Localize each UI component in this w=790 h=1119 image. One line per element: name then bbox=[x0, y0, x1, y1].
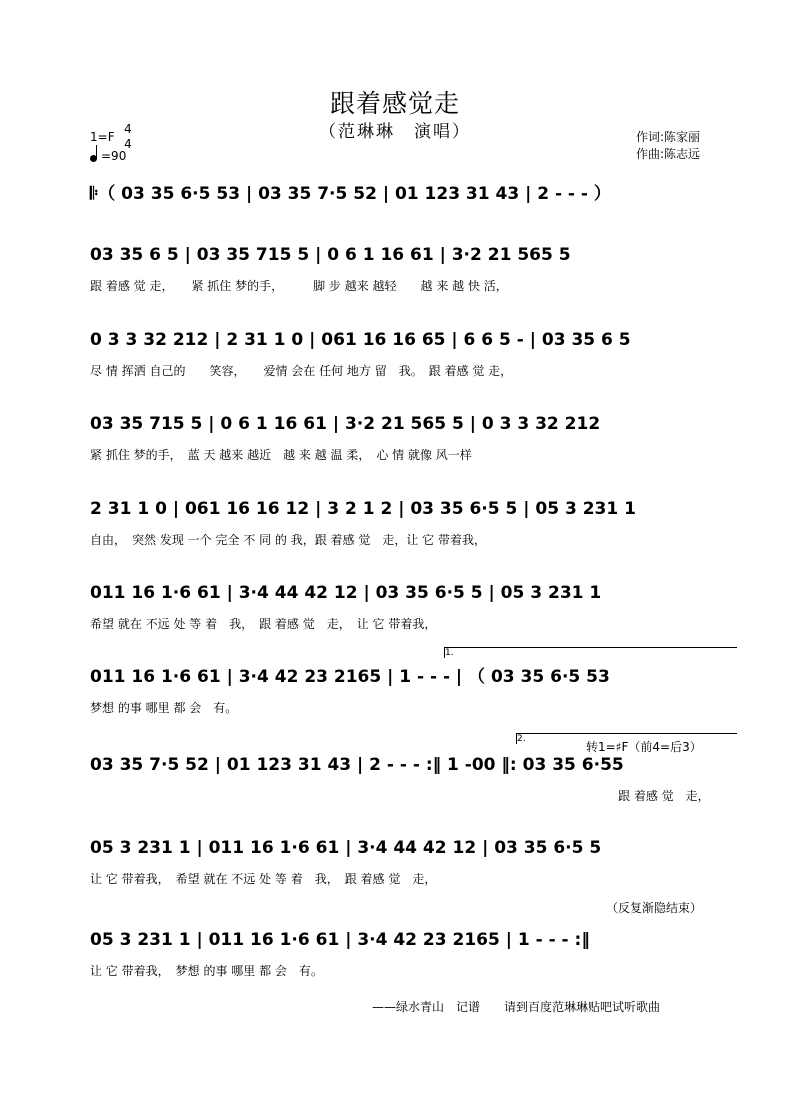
composer-credit: 作曲:陈志远 bbox=[636, 147, 701, 161]
notes: 2 31 1 0 | 061 16 16 12 | 3 2 1 2 | 03 35 6·5 5 | 05 3 231 1 bbox=[90, 499, 636, 519]
lyrics: 梦想 的事 哪里 都 会 有。 bbox=[90, 701, 238, 715]
lyrics: 跟 着感 觉 走， bbox=[618, 789, 710, 803]
notes: 03 35 6 5 | 03 35 715 5 | 0 6 1 16 61 | 3·2 21 565 5 bbox=[90, 245, 571, 265]
notes: 011 16 1·6 61 | 3·4 44 42 12 | 03 35 6·5 5 | 05 3 231 1 bbox=[90, 583, 602, 603]
notes: 𝄆（ 03 35 6·5 53 | 03 35 7·5 52 | 01 123 31 43 | 2 - - - ） bbox=[90, 184, 611, 204]
notes: 011 16 1·6 61 | 3·4 42 23 2165 | 1 - - - | （ 03 35 6·5 53 bbox=[90, 667, 610, 687]
notes: 03 35 7·5 52 | 01 123 31 43 | 2 - - - :‖ 1 -00 ‖: 03 35 6·55 bbox=[90, 755, 624, 775]
notes: 03 35 715 5 | 0 6 1 16 61 | 3·2 21 565 5 | 0 3 3 32 212 bbox=[90, 414, 601, 434]
quarter-note-icon bbox=[90, 155, 97, 162]
notes: 05 3 231 1 | 011 16 1·6 61 | 3·4 44 42 12 | 03 35 6·5 5 bbox=[90, 838, 602, 858]
lyrics: 让 它 带着我， 梦想 的事 哪里 都 会 有。 bbox=[90, 964, 323, 978]
notes: 0 3 3 32 212 | 2 31 1 0 | 061 16 16 65 | 6 6 5 - | 03 35 6 5 bbox=[90, 330, 631, 350]
lyricist-credit: 作词:陈家丽 bbox=[636, 130, 701, 144]
key-signature: 1=F bbox=[90, 130, 115, 144]
page-title: 跟着感觉走 bbox=[329, 89, 460, 118]
fade-out-note: （反复渐隐结束） bbox=[606, 901, 703, 915]
lyrics: 尽 情 挥洒 自己的 笑容， 爱情 会在 任何 地方 留 我。 跟 着感 觉 走， bbox=[90, 364, 513, 378]
lyrics: 跟 着感 觉 走， 紧 抓住 梦的手， 脚 步 越来 越轻 越 来 越 快 活， bbox=[90, 279, 508, 293]
lyrics: 希望 就在 不远 处 等 着 我， 跟 着感 觉 走， 让 它 带着我， bbox=[90, 617, 437, 631]
footer-note: ——绿水青山 记谱 请到百度范琳琳贴吧试听歌曲 bbox=[372, 1000, 661, 1014]
lyrics: 自由， 突然 发现 一个 完全 不 同 的 我，跟 着感 觉 走，让 它 带着我， bbox=[90, 533, 486, 547]
volta-1-label: 1. bbox=[445, 648, 454, 658]
time-top: 4 bbox=[124, 122, 132, 136]
time-bottom: 4 bbox=[124, 137, 132, 151]
page-subtitle: （范琳琳 演唱） bbox=[319, 122, 471, 142]
tempo-value: =90 bbox=[101, 149, 127, 163]
lyrics: 紧 抓住 梦的手， 蓝 天 越来 越近 越 来 越 温 柔， 心 情 就像 风一样 bbox=[90, 448, 472, 462]
time-signature bbox=[122, 122, 134, 152]
lyrics: 让 它 带着我， 希望 就在 不远 处 等 着 我， 跟 着感 觉 走， bbox=[90, 872, 437, 886]
volta-1-bracket bbox=[444, 647, 737, 658]
modulation-note: 转1=♯F（前4=后3） bbox=[586, 740, 702, 754]
volta-2-label: 2. bbox=[517, 734, 526, 744]
tempo-marking bbox=[90, 149, 126, 163]
notes: 05 3 231 1 | 011 16 1·6 61 | 3·4 42 23 2165 | 1 - - - :‖ bbox=[90, 930, 590, 950]
